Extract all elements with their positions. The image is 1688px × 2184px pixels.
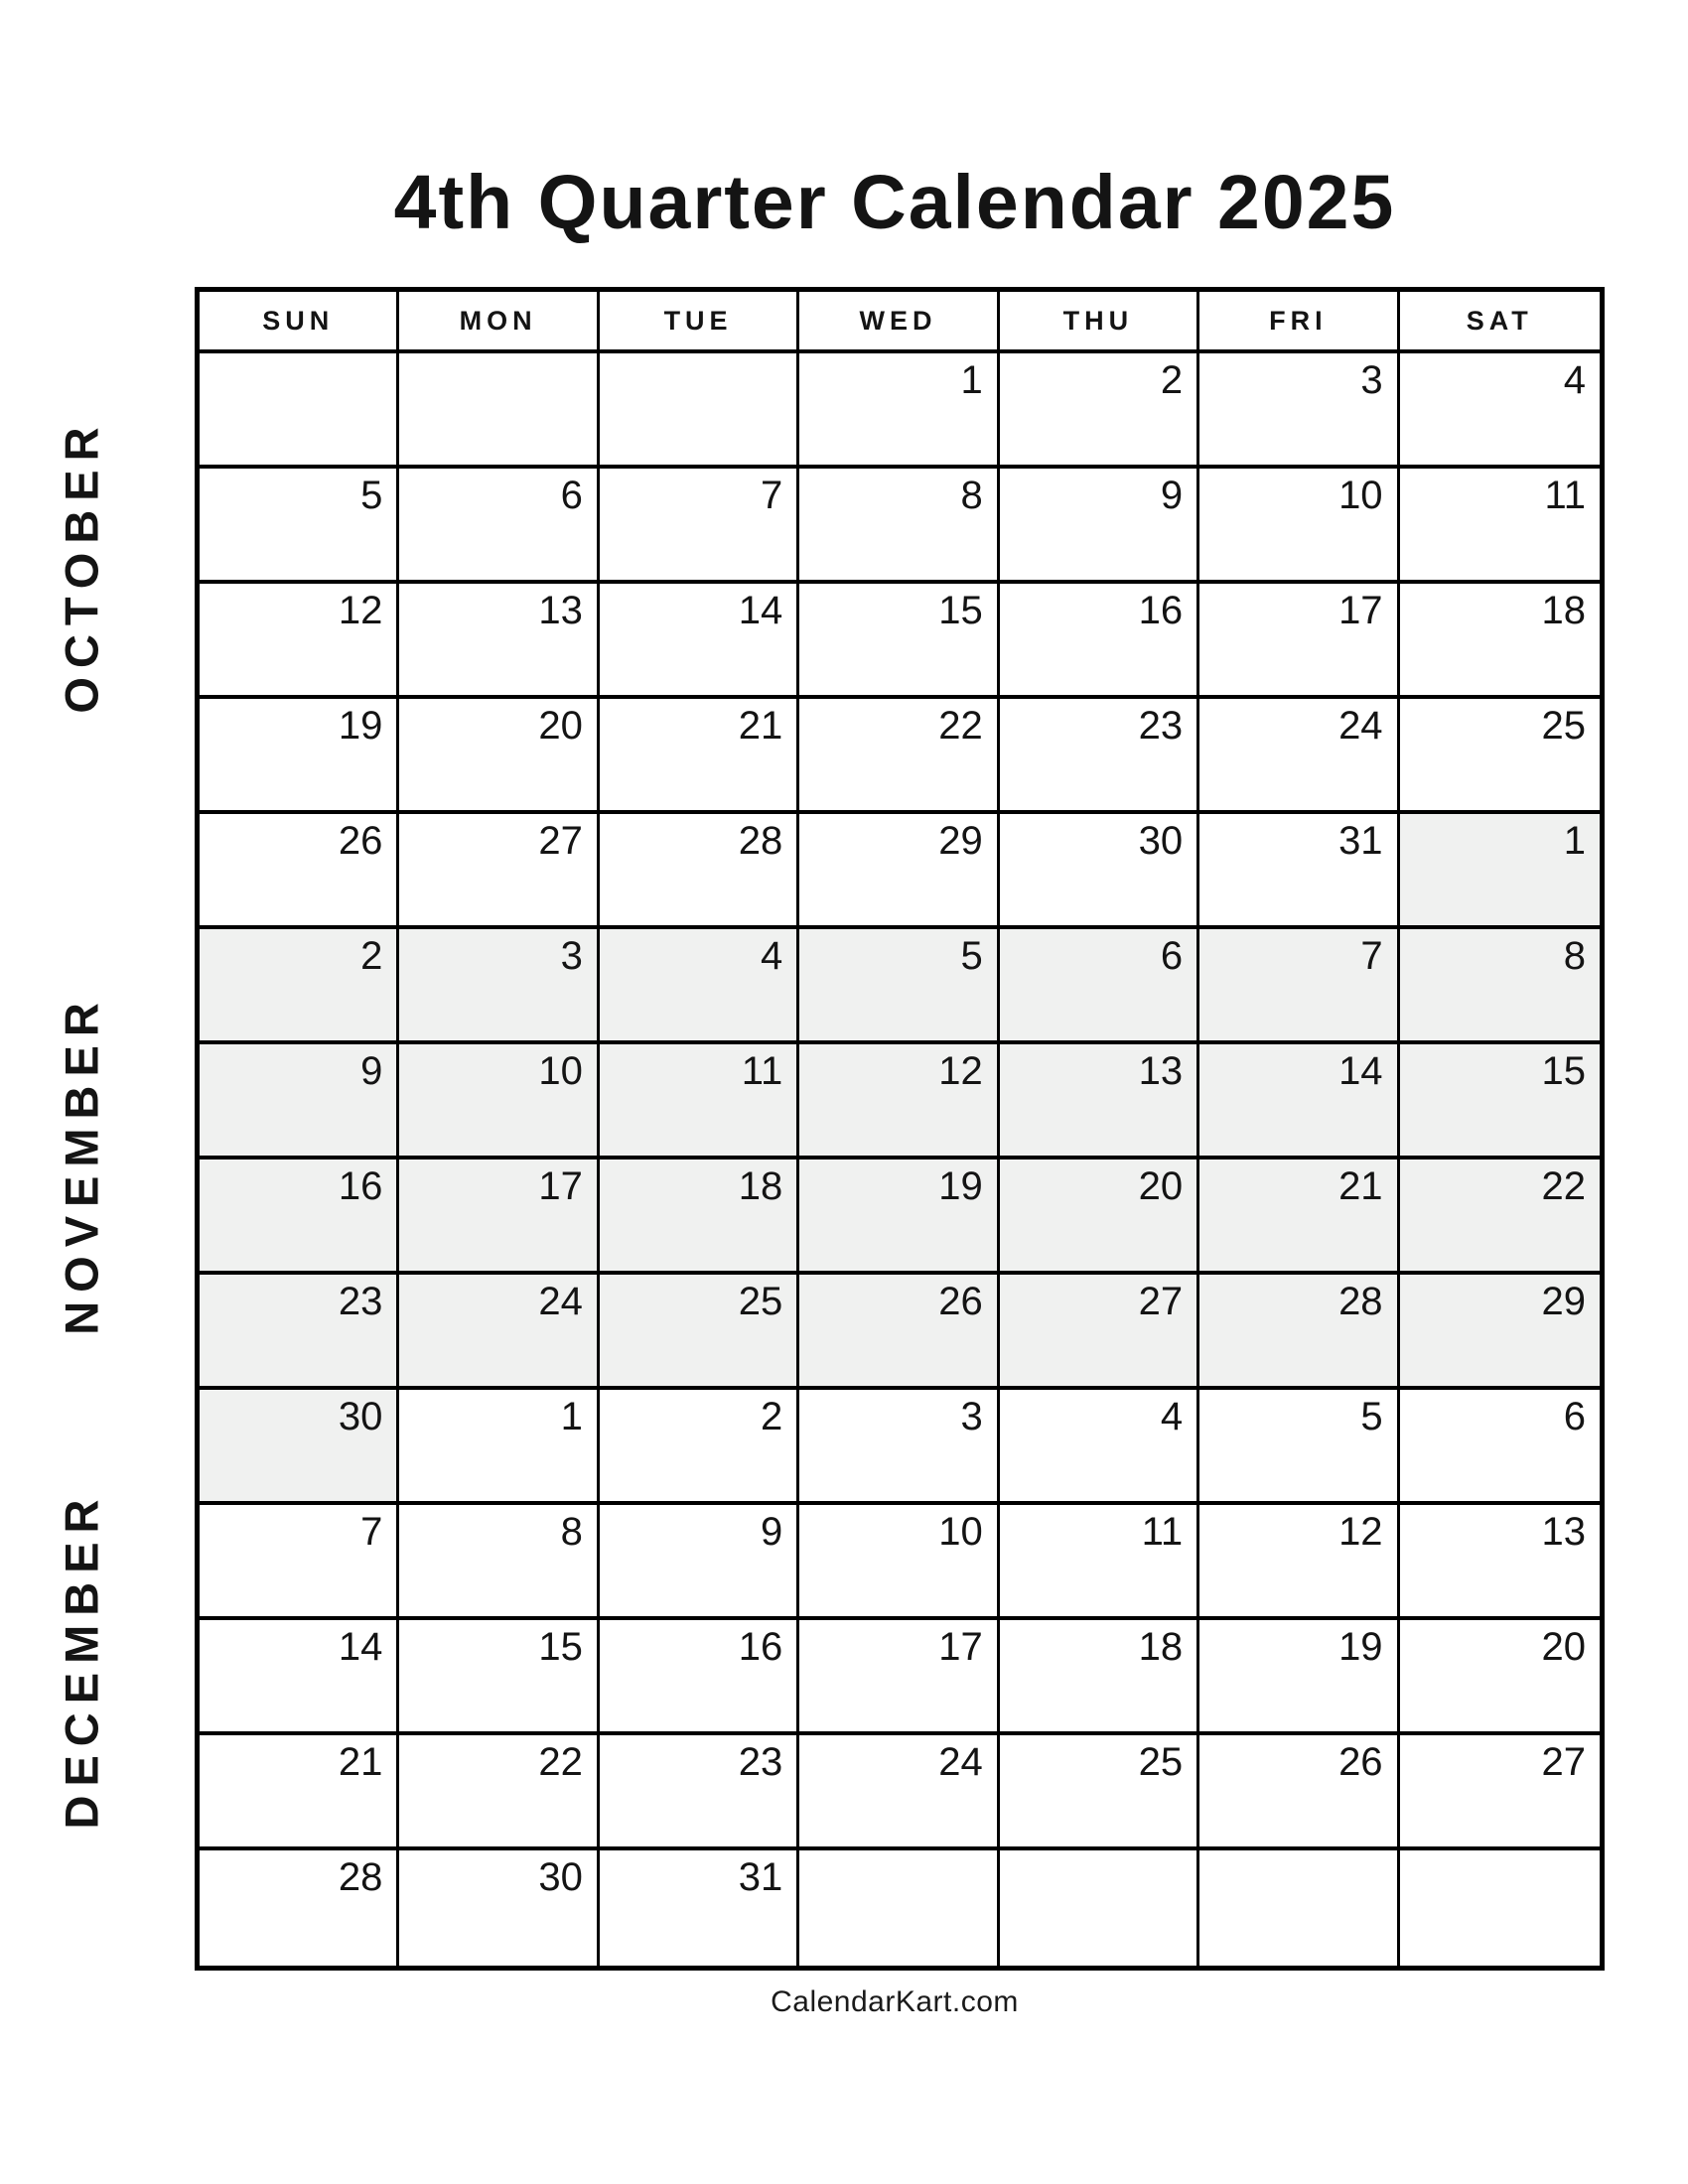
day-cell: 11 (600, 1044, 799, 1160)
day-cell: 9 (600, 1505, 799, 1620)
day-cell: 31 (600, 1850, 799, 1966)
day-cell: 6 (1400, 1390, 1600, 1505)
day-cell: 15 (799, 584, 999, 699)
day-cell: 16 (1000, 584, 1199, 699)
day-cell: 22 (399, 1735, 599, 1850)
day-cell: 2 (1000, 353, 1199, 469)
day-cell: 13 (1000, 1044, 1199, 1160)
day-cell: 21 (200, 1735, 399, 1850)
day-cell: 11 (1000, 1505, 1199, 1620)
day-cell: 1 (399, 1390, 599, 1505)
day-cell: 30 (1000, 814, 1199, 929)
day-cell: 19 (200, 699, 399, 814)
day-cell: 23 (1000, 699, 1199, 814)
day-cell: 26 (1199, 1735, 1399, 1850)
day-cell: 22 (799, 699, 999, 814)
weekday-header-sun: SUN (200, 292, 399, 353)
day-cell: 6 (1000, 929, 1199, 1044)
day-cell: 2 (200, 929, 399, 1044)
day-cell: 12 (200, 584, 399, 699)
day-cell: 3 (399, 929, 599, 1044)
day-cell: 2 (600, 1390, 799, 1505)
day-cell: 26 (200, 814, 399, 929)
day-cell: 28 (200, 1850, 399, 1966)
weekday-header-tue: TUE (600, 292, 799, 353)
day-cell: 10 (399, 1044, 599, 1160)
day-cell: 24 (1199, 699, 1399, 814)
day-cell: 7 (200, 1505, 399, 1620)
day-cell: 19 (799, 1160, 999, 1275)
day-cell: 20 (1400, 1620, 1600, 1735)
day-cell: 29 (799, 814, 999, 929)
day-cell (1199, 1850, 1399, 1966)
day-cell: 14 (200, 1620, 399, 1735)
day-cell: 3 (1199, 353, 1399, 469)
day-cell: 12 (1199, 1505, 1399, 1620)
day-cell: 19 (1199, 1620, 1399, 1735)
day-cell: 21 (1199, 1160, 1399, 1275)
day-cell: 10 (799, 1505, 999, 1620)
day-cell: 24 (399, 1275, 599, 1390)
day-cell: 23 (600, 1735, 799, 1850)
day-cell: 16 (600, 1620, 799, 1735)
day-cell: 7 (1199, 929, 1399, 1044)
day-cell (1400, 1850, 1600, 1966)
day-cell: 23 (200, 1275, 399, 1390)
day-cell: 18 (1000, 1620, 1199, 1735)
day-cell: 31 (1199, 814, 1399, 929)
day-cell: 13 (1400, 1505, 1600, 1620)
day-cell: 4 (1000, 1390, 1199, 1505)
day-cell: 14 (1199, 1044, 1399, 1160)
month-label-november: NOVEMBER (55, 994, 108, 1335)
day-cell: 8 (399, 1505, 599, 1620)
day-cell (600, 353, 799, 469)
day-cell: 27 (399, 814, 599, 929)
day-cell: 4 (1400, 353, 1600, 469)
day-cell: 1 (799, 353, 999, 469)
day-cell: 25 (1400, 699, 1600, 814)
day-cell: 9 (1000, 469, 1199, 584)
day-cell: 5 (200, 469, 399, 584)
day-cell (799, 1850, 999, 1966)
day-cell: 27 (1000, 1275, 1199, 1390)
day-cell: 30 (200, 1390, 399, 1505)
day-cell: 28 (600, 814, 799, 929)
day-cell: 29 (1400, 1275, 1600, 1390)
day-cell: 21 (600, 699, 799, 814)
day-cell: 3 (799, 1390, 999, 1505)
day-cell: 17 (399, 1160, 599, 1275)
day-cell: 10 (1199, 469, 1399, 584)
day-cell (1000, 1850, 1199, 1966)
day-cell (200, 353, 399, 469)
day-cell: 4 (600, 929, 799, 1044)
day-cell: 16 (200, 1160, 399, 1275)
month-label-december: DECEMBER (55, 1490, 108, 1830)
day-cell: 8 (1400, 929, 1600, 1044)
day-cell (399, 353, 599, 469)
calendar-grid (195, 287, 1605, 1971)
day-cell: 17 (1199, 584, 1399, 699)
day-cell: 17 (799, 1620, 999, 1735)
day-cell: 18 (600, 1160, 799, 1275)
day-cell: 25 (1000, 1735, 1199, 1850)
day-cell: 8 (799, 469, 999, 584)
month-label-october: OCTOBER (55, 418, 108, 714)
weekday-header-wed: WED (799, 292, 999, 353)
day-cell: 25 (600, 1275, 799, 1390)
weekday-header-fri: FRI (1199, 292, 1399, 353)
day-cell: 13 (399, 584, 599, 699)
day-cell: 11 (1400, 469, 1600, 584)
day-cell: 5 (799, 929, 999, 1044)
day-cell: 20 (399, 699, 599, 814)
day-cell: 15 (1400, 1044, 1600, 1160)
page-title: 4th Quarter Calendar 2025 (393, 160, 1396, 245)
day-cell: 7 (600, 469, 799, 584)
footer-branding: CalendarKart.com (771, 1985, 1019, 2018)
day-cell: 20 (1000, 1160, 1199, 1275)
day-cell: 30 (399, 1850, 599, 1966)
day-cell: 6 (399, 469, 599, 584)
day-cell: 22 (1400, 1160, 1600, 1275)
day-cell: 5 (1199, 1390, 1399, 1505)
day-cell: 9 (200, 1044, 399, 1160)
day-cell: 27 (1400, 1735, 1600, 1850)
weekday-header-thu: THU (1000, 292, 1199, 353)
day-cell: 24 (799, 1735, 999, 1850)
weekday-header-mon: MON (399, 292, 599, 353)
day-cell: 18 (1400, 584, 1600, 699)
day-cell: 28 (1199, 1275, 1399, 1390)
day-cell: 12 (799, 1044, 999, 1160)
day-cell: 14 (600, 584, 799, 699)
day-cell: 26 (799, 1275, 999, 1390)
day-cell: 1 (1400, 814, 1600, 929)
weekday-header-sat: SAT (1400, 292, 1600, 353)
day-cell: 15 (399, 1620, 599, 1735)
